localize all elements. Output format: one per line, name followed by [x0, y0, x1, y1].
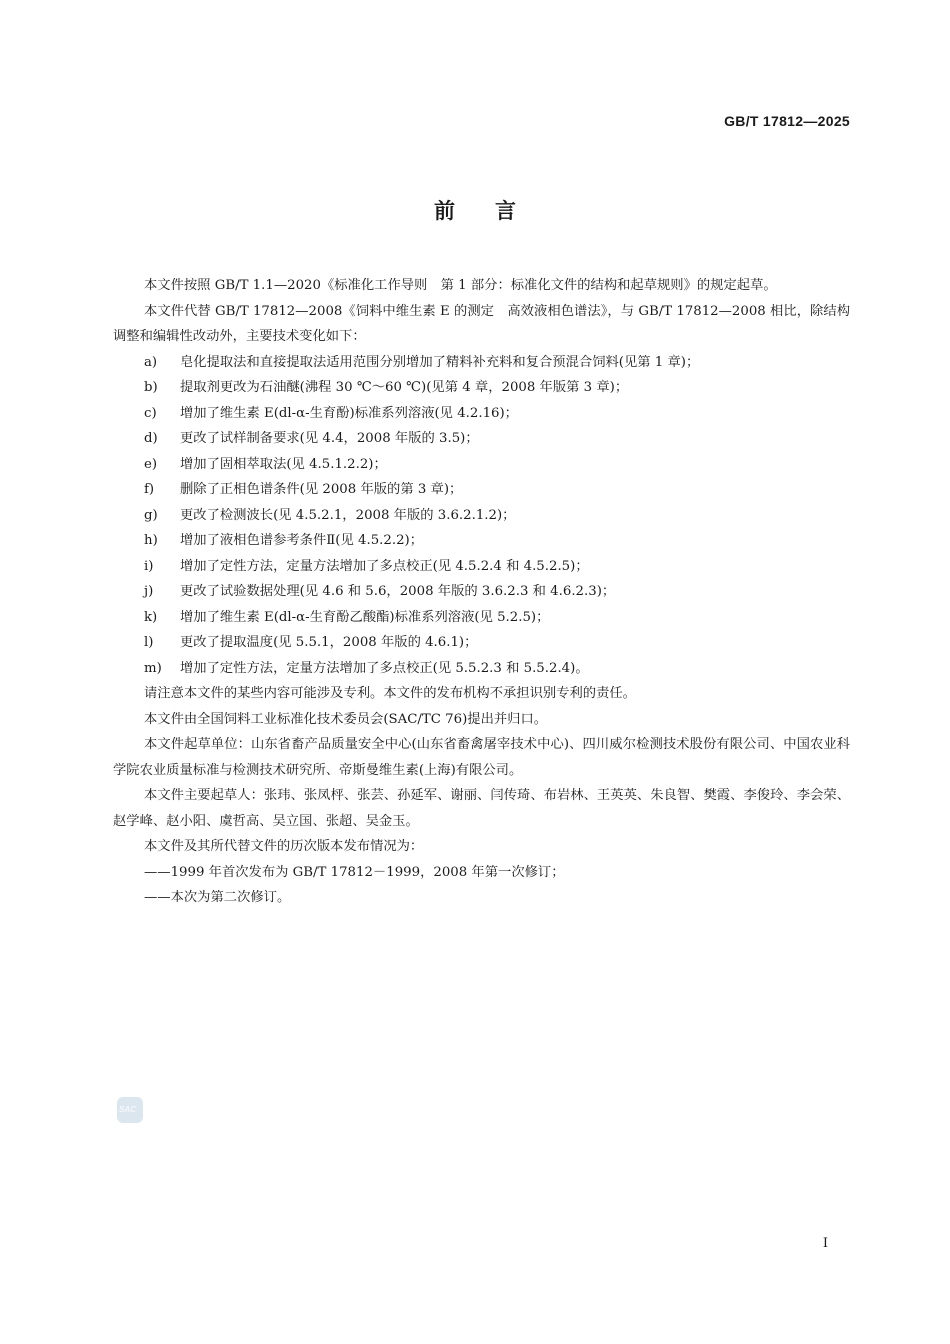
list-item-label: e) — [144, 456, 158, 472]
list-item-text: 更改了试样制备要求(见 4.4，2008 年版的 3.5)； — [180, 431, 479, 446]
list-item-label: m) — [144, 660, 162, 676]
list-item — [113, 554, 850, 580]
list-item — [113, 528, 850, 554]
list-item-text: 删除了正相色谱条件(见 2008 年版的第 3 章)； — [180, 482, 463, 497]
changes-list — [113, 350, 850, 682]
history-item: ——1999 年首次发布为 GB/T 17812－1999，2008 年第一次修订； — [144, 864, 565, 880]
list-item-label: l) — [144, 635, 154, 650]
list-item-text: 更改了检测波长(见 4.5.2.1，2008 年版的 3.6.2.1.2)； — [180, 507, 516, 523]
page-title: 前言 — [434, 198, 556, 223]
list-item — [113, 426, 850, 452]
list-item — [113, 656, 850, 682]
page-number: I — [822, 1236, 828, 1251]
list-item-label: c) — [144, 405, 157, 421]
list-item-text: 增加了维生素 E(dl-α-生育酚乙酸酯)标准系列溶液(见 5.2.5)； — [180, 609, 550, 625]
paragraph-proposed-by: 本文件由全国饲料工业标准化技术委员会(SAC/TC 76)提出并归口。 — [144, 711, 548, 727]
list-item — [113, 503, 850, 529]
list-item-text: 增加了液相色谱参考条件Ⅱ(见 4.5.2.2)； — [180, 533, 424, 548]
list-item — [113, 630, 850, 656]
list-item — [113, 477, 850, 503]
list-item-label: k) — [144, 609, 158, 625]
list-item-label: h) — [144, 533, 158, 548]
list-item-text: 更改了提取温度(见 5.5.1，2008 年版的 4.6.1)； — [180, 635, 478, 650]
list-item-label: b) — [144, 380, 158, 395]
paragraph-drafting-units: 本文件起草单位：山东省畜产品质量安全中心(山东省畜禽屠宰技术中心)、四川威尔检测技术股份有限公司、中国农业科学院农业质量标准与检测技术研究所、帝斯曼维生素(上海)有限公司。 — [113, 737, 850, 778]
list-item — [113, 401, 850, 427]
sac-logo-text: SAC — [119, 1105, 136, 1114]
list-item — [113, 350, 850, 376]
list-item — [113, 375, 850, 401]
history-item: ——本次为第二次修订。 — [144, 890, 291, 905]
paragraph-patent-notice: 请注意本文件的某些内容可能涉及专利。本文件的发布机构不承担识别专利的责任。 — [144, 686, 636, 701]
document-body — [113, 273, 850, 911]
paragraph-drafters: 本文件主要起草人：张玮、张凤枰、张芸、孙延军、谢丽、闫传琦、布岩林、王英英、朱良智、樊霞、李俊玲、李会荣、赵学峰、赵小阳、虞哲高、吴立国、张超、吴金玉。 — [113, 788, 850, 829]
sac-logo — [117, 1097, 143, 1123]
list-item-text: 增加了定性方法，定量方法增加了多点校正(见 5.5.2.3 和 5.5.2.4)。 — [180, 660, 589, 676]
list-item — [113, 605, 850, 631]
list-item-label: a) — [144, 354, 158, 370]
list-item — [113, 452, 850, 478]
document-code: GB/T 17812—2025 — [724, 113, 850, 129]
list-item-label: j) — [144, 584, 154, 599]
list-item-text: 增加了维生素 E(dl-α-生育酚)标准系列溶液(见 4.2.16)； — [180, 405, 518, 421]
list-item-text: 增加了定性方法，定量方法增加了多点校正(见 4.5.2.4 和 4.5.2.5)； — [180, 558, 589, 574]
list-item-label: d) — [144, 431, 158, 446]
list-item-label: f) — [144, 482, 155, 497]
list-item-label: g) — [144, 507, 158, 523]
list-item-label: i) — [144, 558, 154, 574]
paragraph-history-intro: 本文件及其所代替文件的历次版本发布情况为： — [144, 839, 424, 854]
list-item-text: 皂化提取法和直接提取法适用范围分别增加了精料补充料和复合预混合饲料(见第 1 章)； — [180, 354, 700, 370]
list-item — [113, 579, 850, 605]
list-item-text: 增加了固相萃取法(见 4.5.1.2.2)； — [180, 456, 387, 472]
list-item-text: 更改了试验数据处理(见 4.6 和 5.6，2008 年版的 3.6.2.3 和 4.6.2.3)； — [180, 584, 616, 599]
list-item-text: 提取剂更改为石油醚(沸程 30 ℃～60 ℃)(见第 4 章，2008 年版第 3 章)； — [180, 380, 629, 395]
paragraph-drafting-rules: 本文件按照 GB/T 1.1—2020《标准化工作导则 第 1 部分：标准化文件的结构和起草规则》的规定起草。 — [144, 278, 777, 293]
paragraph-replaces: 本文件代替 GB/T 17812—2008《饲料中维生素 E 的测定 高效液相色谱法》，与 GB/T 17812—2008 相比，除结构调整和编辑性改动外，主要技术变化如下： — [113, 303, 850, 344]
